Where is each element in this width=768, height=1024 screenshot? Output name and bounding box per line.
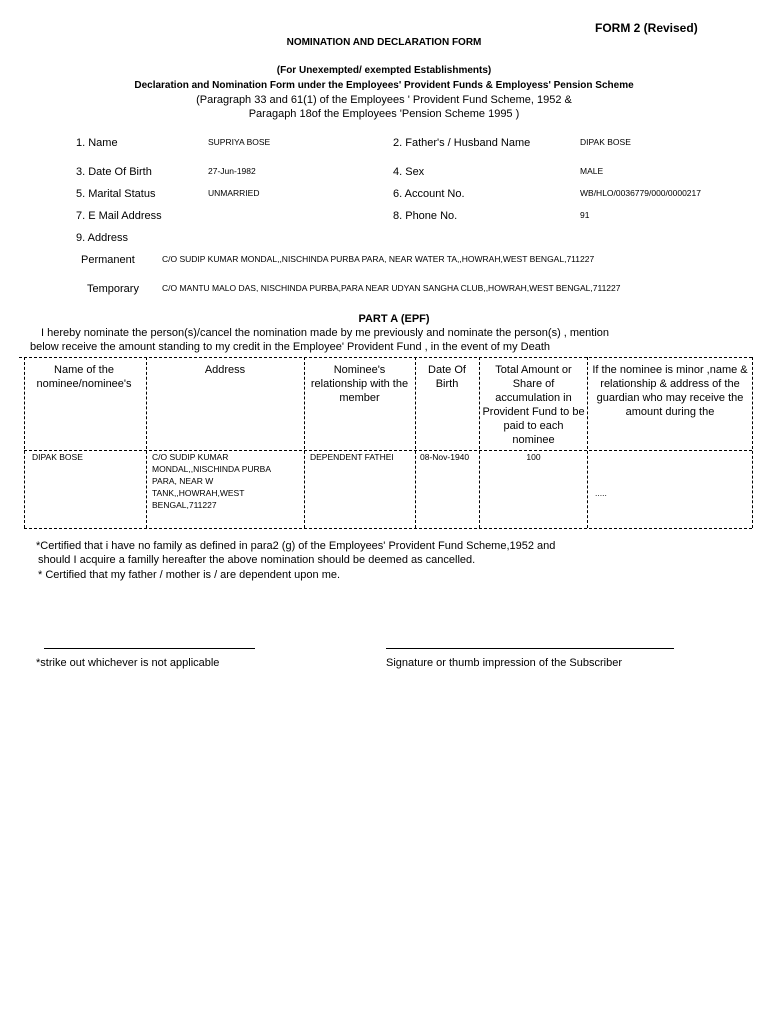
- table-col-line: [479, 357, 480, 528]
- col-header-share: Total Amount or Share of accumulation in Provident Fund to be paid to each nominee: [482, 364, 585, 446]
- nominee-share-cell: 100: [526, 452, 541, 462]
- table-col-line: [752, 357, 753, 528]
- certification-line1: *Certified that i have no family as defined in para2 (g) of the Employees' Provident Fund Scheme,1952 and: [36, 540, 556, 552]
- name-value: SUPRIYA BOSE: [208, 137, 271, 147]
- strike-signature-line: [44, 648, 255, 649]
- part-a-intro-line2: below receive the amount standing to my credit in the Employee' Provident Fund , in the event of my Death: [30, 341, 550, 353]
- table-bottom-border: [24, 528, 752, 529]
- nominee-guardian-cell: .....: [595, 488, 607, 498]
- nominee-address-cell: C/O SUDIP KUMAR MONDAL,,NISCHINDA PURBA PARA, NEAR W TANK,,HOWRAH,WEST BENGAL,711227: [152, 452, 271, 510]
- col-header-relationship: Nominee's relationship with the member: [310, 364, 409, 404]
- signature-label: Signature or thumb impression of the Subscriber: [386, 657, 623, 669]
- father-value: DIPAK BOSE: [580, 137, 631, 147]
- strike-out-note: *strike out whichever is not applicable: [36, 657, 220, 669]
- marital-value: UNMARRIED: [208, 188, 260, 198]
- nominee-name-cell: DIPAK BOSE: [32, 452, 83, 462]
- subscriber-signature-line: [386, 648, 674, 649]
- sex-label: 4. Sex: [393, 166, 425, 178]
- table-col-line: [146, 357, 147, 528]
- dob-value: 27-Jun-1982: [208, 166, 256, 176]
- certification-line2: should I acquire a familly hereafter the above nomination should be deemed as cancelled.: [38, 554, 476, 566]
- col-header-name: Name of the nominee/nominee's: [36, 364, 132, 390]
- form-number: FORM 2 (Revised): [595, 21, 698, 35]
- table-col-line: [304, 357, 305, 528]
- paragraph-ref-2: Paragaph 18of the Employees 'Pension Scheme 1995 ): [248, 108, 520, 120]
- permanent-address-value: C/O SUDIP KUMAR MONDAL,,NISCHINDA PURBA PARA, NEAR WATER TA,,HOWRAH,WEST BENGAL,711227: [162, 254, 595, 264]
- phone-value: 91: [580, 210, 590, 220]
- temporary-label: Temporary: [87, 283, 139, 295]
- nominee-dob-cell: 08-Nov-1940: [420, 452, 470, 462]
- name-label: 1. Name: [76, 137, 118, 149]
- marital-label: 5. Marital Status: [76, 188, 156, 200]
- sex-value: MALE: [580, 166, 604, 176]
- dob-label: 3. Date Of Birth: [76, 166, 152, 178]
- part-a-title: PART A (EPF): [358, 313, 430, 325]
- certification-line3: * Certified that my father / mother is / are dependent upon me.: [38, 569, 341, 581]
- table-col-line: [587, 357, 588, 528]
- nominee-relationship-cell: DEPENDENT FATHEI: [310, 452, 394, 462]
- form-subtitle: (For Unexempted/ exempted Establishments): [276, 65, 492, 76]
- father-label: 2. Father's / Husband Name: [393, 137, 531, 149]
- account-label: 6. Account No.: [393, 188, 465, 200]
- declaration-title: Declaration and Nomination Form under the Employees' Provident Funds & Employess' Pension Scheme: [134, 80, 634, 91]
- email-label: 7. E Mail Address: [76, 210, 162, 222]
- table-top-border: [19, 357, 752, 358]
- col-header-dob: Date Of Birth: [428, 364, 466, 390]
- col-header-address: Address: [204, 364, 246, 376]
- paragraph-ref-1: (Paragraph 33 and 61(1) of the Employees ' Provident Fund Scheme, 1952 &: [196, 94, 572, 106]
- phone-label: 8. Phone No.: [393, 210, 458, 222]
- account-value: WB/HLO/0036779/000/0000217: [580, 188, 701, 198]
- temporary-address-value: C/O MANTU MALO DAS, NISCHINDA PURBA,PARA NEAR UDYAN SANGHA CLUB,,HOWRAH,WEST BENGAL,711227: [162, 283, 621, 293]
- form-title: NOMINATION AND DECLARATION FORM: [286, 37, 482, 48]
- table-col-line: [24, 357, 25, 528]
- address-label: 9. Address: [76, 232, 128, 244]
- permanent-label: Permanent: [81, 254, 135, 266]
- col-header-guardian: If the nominee is minor ,name & relationship & address of the guardian who may receive the amount during the: [592, 364, 748, 418]
- table-col-line: [415, 357, 416, 528]
- part-a-intro-line1: I hereby nominate the person(s)/cancel the nomination made by me previously and nominate the person(s) , mention: [41, 327, 610, 339]
